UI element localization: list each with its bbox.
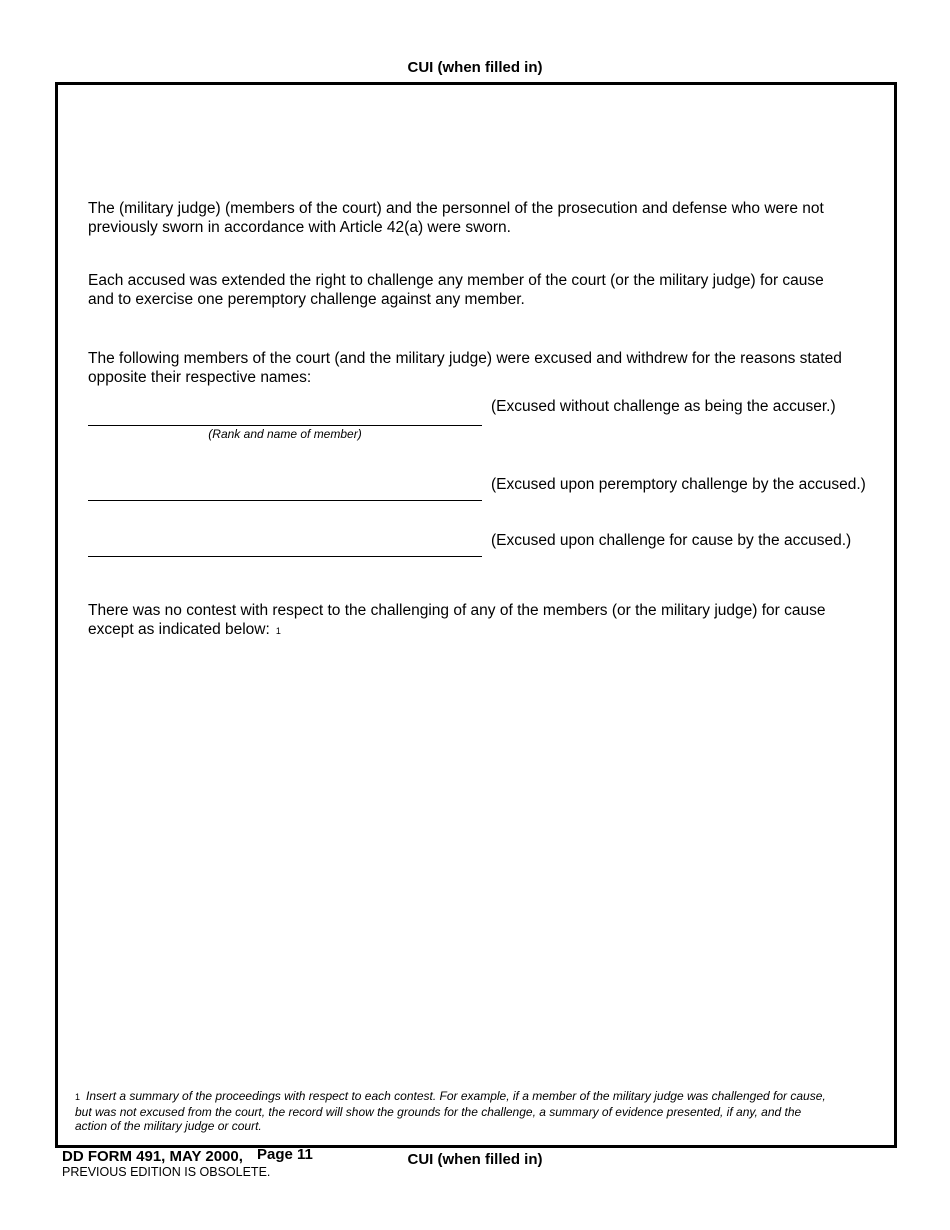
- footnote-number: 1: [75, 1092, 81, 1102]
- footnote-reference: 1: [275, 626, 281, 636]
- paragraph-challenge-rights: Each accused was extended the right to challenge any member of the court (or the military judge) for cause and to exercise one peremptory challenge against any member.: [88, 272, 824, 308]
- edition-note: PREVIOUS EDITION IS OBSOLETE.: [62, 1165, 271, 1179]
- excusal-reason-1: (Excused without challenge as being the accuser.): [491, 398, 836, 415]
- form-identifier: DD FORM 491, MAY 2000,: [62, 1148, 243, 1165]
- header-classification: CUI (when filled in): [407, 59, 543, 76]
- page-number: Page 11: [257, 1146, 313, 1163]
- member-name-line-1[interactable]: [88, 425, 482, 426]
- paragraph-contest: [88, 601, 848, 641]
- member-name-line-3[interactable]: [88, 556, 482, 557]
- paragraph-sworn: The (military judge) (members of the court) and the personnel of the prosecution and defense who were not previously sworn in accordance with Article 42(a) were sworn.: [88, 200, 824, 236]
- footnote-text: Insert a summary of the proceedings with respect to each contest. For example, if a member of the military judge was challenged for cause, but was not excused from the court, the record will show the grounds for the challenge, a summary of evidence presented, if any, and the action of the military judge or court.: [75, 1089, 826, 1133]
- member-name-line-2[interactable]: [88, 500, 482, 501]
- footer-classification: CUI (when filled in): [407, 1151, 543, 1168]
- excusal-reason-2: (Excused upon peremptory challenge by the accused.): [491, 476, 866, 493]
- footnote: [75, 1089, 835, 1134]
- member-name-caption: (Rank and name of member): [208, 427, 362, 441]
- paragraph-excused-members: The following members of the court (and the military judge) were excused and withdrew for the reasons stated opposite their respective names:: [88, 350, 842, 386]
- excusal-reason-3: (Excused upon challenge for cause by the accused.): [491, 532, 852, 549]
- paragraph-contest-text: There was no contest with respect to the challenging of any of the members (or the military judge) for cause except as indicated below:: [88, 602, 826, 638]
